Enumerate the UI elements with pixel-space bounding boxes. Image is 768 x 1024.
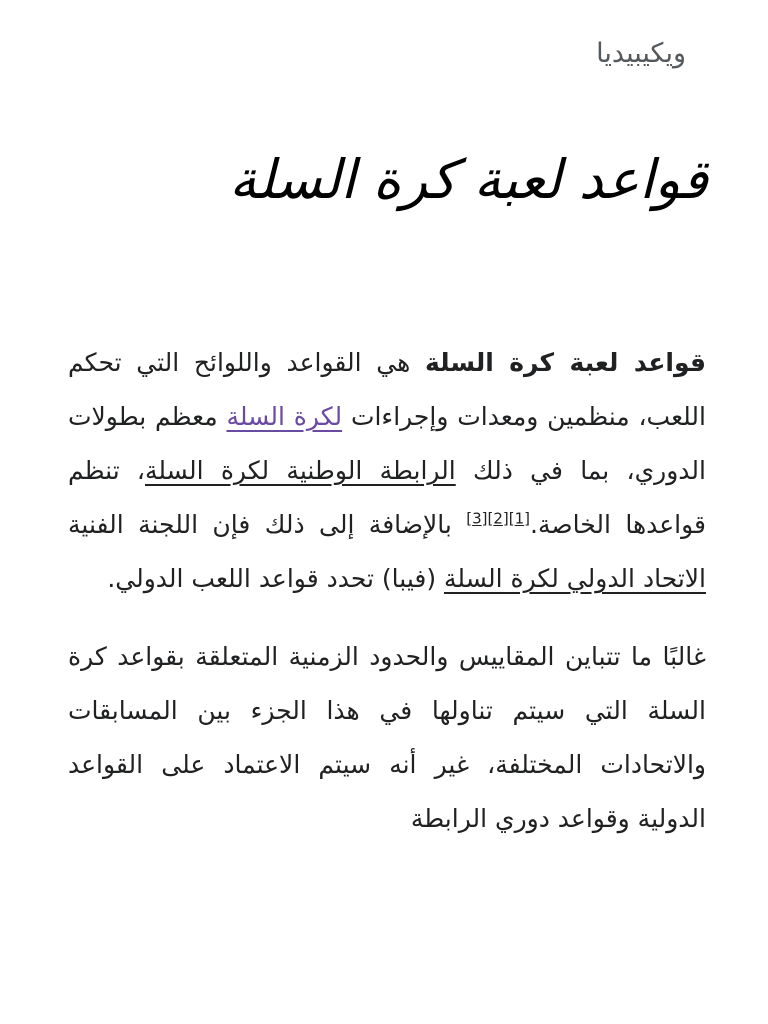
- intro-text-5: (فيبا) تحدد قواعد اللعب الدولي.: [107, 564, 445, 593]
- article-content: [68, 336, 706, 870]
- intro-paragraph: [68, 336, 706, 606]
- bold-term: قواعد لعبة كرة السلة: [425, 348, 707, 377]
- reference-2-link[interactable]: [2]: [487, 509, 509, 528]
- intro-text-4: بالإضافة إلى ذلك فإن اللجنة الفنية: [68, 510, 467, 539]
- reference-3-link[interactable]: [3]: [466, 509, 488, 528]
- link-nba[interactable]: الرابطة الوطنية لكرة السلة: [145, 456, 456, 485]
- reference-2[interactable]: [488, 510, 509, 528]
- intro-text-3: ، تنظم قواعدها الخاصة.: [68, 456, 706, 539]
- second-paragraph: غالبًا ما تتباين المقاييس والحدود الزمنية المتعلقة بقواعد كرة السلة التي سيتم تناولها في هذا الجزء بين المسابقات والاتحادات المختلفة، غير أنه سيتم الاعتماد على القواعد الدولية وقواعد دوري الرابطة: [68, 642, 706, 833]
- link-fiba[interactable]: الاتحاد الدولي لكرة السلة: [444, 564, 706, 593]
- page-title: قواعد لعبة كرة السلة: [229, 148, 708, 211]
- reference-1-link[interactable]: [1]: [508, 509, 531, 528]
- intro-text-1: هي القواعد واللوائح التي تحكم اللعب، منظمين ومعدات وإجراءات: [68, 348, 706, 431]
- intro-text-2: معظم بطولات الدوري، بما في ذلك: [68, 402, 706, 485]
- reference-1[interactable]: [509, 510, 530, 528]
- reference-3[interactable]: [466, 510, 487, 528]
- site-name[interactable]: ويكيبيديا: [596, 38, 686, 69]
- link-basketball[interactable]: لكرة السلة: [226, 402, 343, 431]
